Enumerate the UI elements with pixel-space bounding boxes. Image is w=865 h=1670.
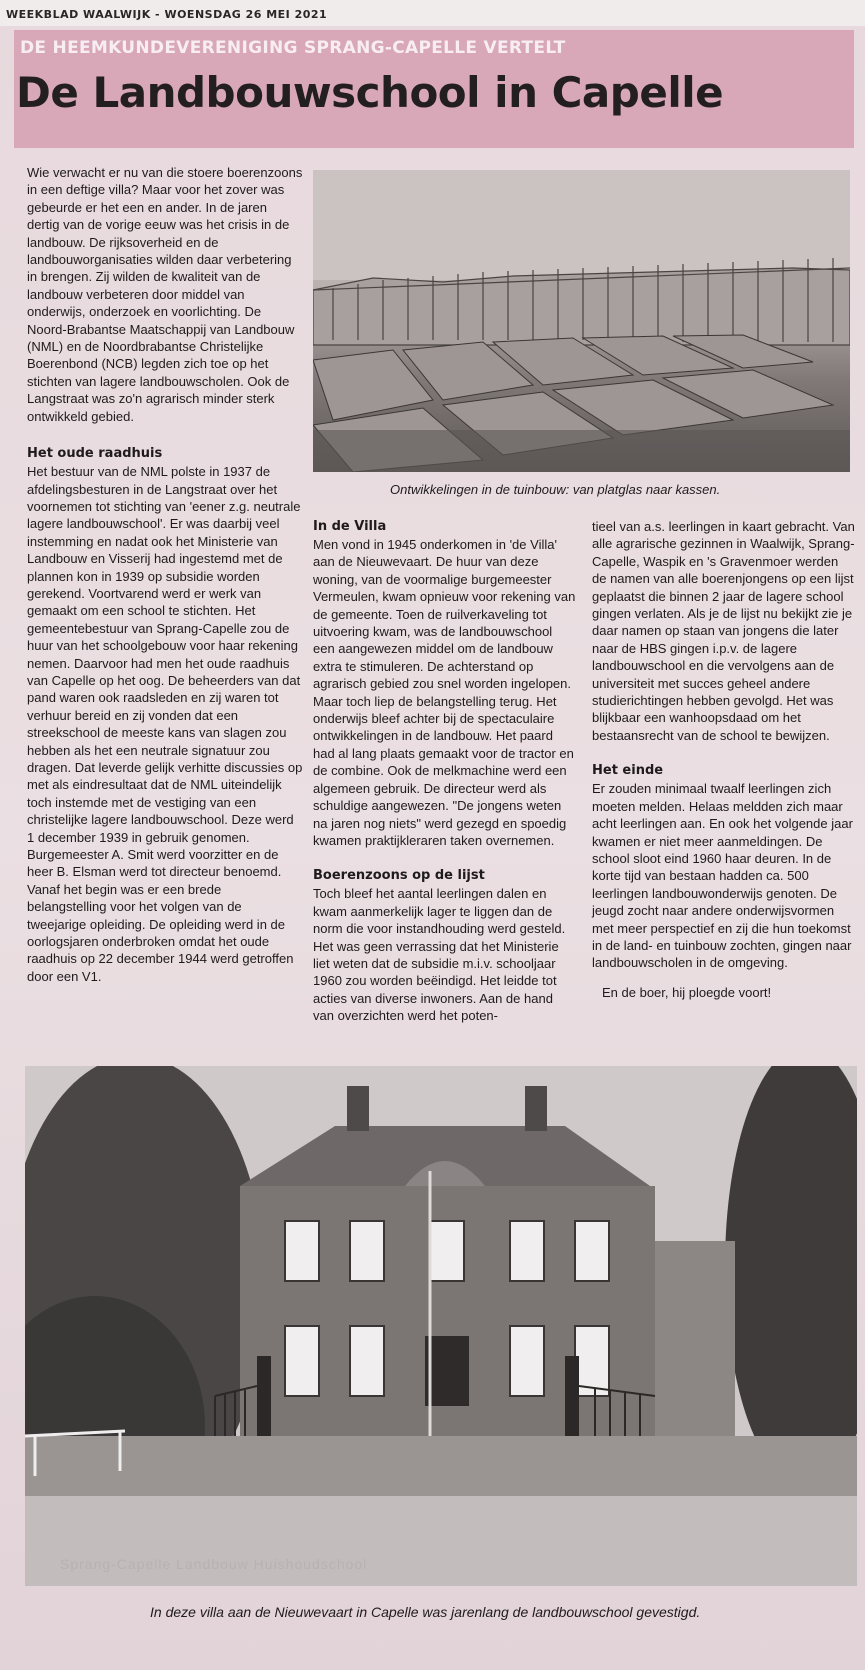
villa-photo: [25, 1066, 857, 1586]
headline: De Landbouwschool in Capelle: [16, 68, 724, 117]
einde-paragraph: Er zouden minimaal twaalf leerlingen zich moeten melden. Helaas meldden zich maar acht leerlingen aan. En ook het volgende jaar kwamen er niet meer aanmeldingen. De school sloot eind 1960 haar deuren. In de korte tijd van bestaan hadden ca. 500 leerlingen landbouwonderwijs genoten. De jeugd zocht naar andere onderwijsvormen met meer perspectief en zij die hun toekomst in de land- en tuinbouw zochten, gingen naar landbouwscholen in de omgeving.: [592, 781, 853, 971]
section-heading-boerenzoons: Boerenzoons op de lijst: [313, 868, 485, 884]
column-1: [27, 164, 303, 985]
photo2-watermark: Sprang-Capelle Landbouw Huishoudschool: [60, 1556, 368, 1572]
potentieel-paragraph: tieel van a.s. leerlingen in kaart gebracht. Van alle agrarische gezinnen in Waalwijk, Sprang-Capelle, Waspik en 's Gravenmoer werden de namen van alle boerenjongens op een lijst geplaatst die binnen 2 jaar de lagere school gingen verlaten. Als je de lijst nu bekijkt zie je daar namen op staan van jongens die later naar de HBS gingen i.p.v. de lagere landbouwschool en die vervolgens aan de universiteit met succes geheel andere studierichtingen hebben gevolgd. Het was blijkbaar een wanhoopsdaad om het bestaansrecht van de school te bewijzen.: [592, 519, 855, 743]
greenhouse-photo: [313, 170, 850, 472]
section-heading-oude-raadhuis: Het oude raadhuis: [27, 446, 163, 462]
intro-paragraph: Wie verwacht er nu van die stoere boerenzoons in een deftige villa? Maar voor het zover was gebeurde er het een en ander. In de jaren dertig van de vorige eeuw was het crisis in de landbouw. De rijksoverheid en de landbouworganisaties wilden daar verbetering in brengen. Zij wilden de kwaliteit van de landbouw verbeteren door middel van onderwijs, onderzoek en voorlichting. De Noord-Brabantse Maatschappij van Landbouw (NML) en de Noordbrabantse Christelijke Boerenbond (NCB) legden zich toe op het stichten van lagere landbouwscholen. Ook de Langstraat was zo'n agrarisch minder sterk ontwikkeld gebied.: [27, 165, 303, 424]
oude-raadhuis-paragraph: Het bestuur van de NML polste in 1937 de afdelingsbesturen in de Langstraat over het voornemen tot stichting van 'eener z.g. neutrale lagere landbouwschool'. Er was daarbij veel instemming en nadat ook het Ministerie van Landbouw en Visserij had ingestemd met de plannen kon in 1939 op subsidie worden gerekend. Voortvarend werd er werk van gemaakt om een school te stichten. Het gemeentebestuur van Sprang-Capelle zou de huur van het schoolgebouw voor haar rekening nemen. Daarvoor had men het oude raadhuis van Capelle op het oog. De beheerders van dat pand waren ook raadsleden en zij waren tot verhuur bereid en zij vonden dat een streekschool de meeste kans van slagen zou hebben als het een neutrale signatuur zou dragen. Dat leverde gelijk verhitte discussies op met als eindresultaat dat de NML uiteindelijk toch instemde met de vestiging van een christelijke lagere landbouwschool. Deze werd 1 december 1939 in gebruik genomen. Burgemeester A. Smit werd voorzitter en de heer B. Elsman werd tot directeur benoemd. Vanaf het begin was er een brede belangstelling voor het volgen van de tweejarige opleiding. De opleiding werd in de oorlogsjaren onderbroken omdat het oude raadhuis op 22 december 1944 werd getroffen door een V1.: [27, 464, 303, 984]
column-3: [592, 518, 856, 1001]
kicker: DE HEEMKUNDEVERENIGING SPRANG-CAPELLE VERTELT: [20, 38, 566, 58]
column-2: [313, 518, 577, 1025]
signoff: En de boer, hij ploegde voort!: [602, 984, 772, 1000]
photo1-caption: Ontwikkelingen in de tuinbouw: van platglas naar kassen.: [390, 482, 721, 497]
boerenzoons-paragraph: Toch bleef het aantal leerlingen dalen en kwam aanmerkelijk lager te liggen dan de norm die voor instandhouding werd gesteld. Het was geen verrassing dat het Ministerie liet weten dat de subsidie m.i.v. schooljaar 1960 zou worden beëindigd. Het leidde tot acties van diverse inwoners. Aan de hand van overzichten werd het poten-: [313, 886, 566, 1024]
section-heading-villa: In de Villa: [313, 519, 387, 534]
photo2-caption: In deze villa aan de Nieuwevaart in Capelle was jarenlang de landbouwschool gevestigd.: [150, 1604, 701, 1620]
section-heading-einde: Het einde: [592, 763, 664, 779]
masthead: WEEKBLAD WAALWIJK - WOENSDAG 26 MEI 2021: [0, 0, 865, 26]
villa-paragraph: Men vond in 1945 onderkomen in 'de Villa' aan de Nieuwevaart. De huur van deze woning, van de voormalige burgemeester Vermeulen, kwam opnieuw voor rekening van de gemeente. Toen de ruilverkaveling tot uitvoering kwam, was de landbouwschool een aangewezen middel om de landbouw extra te stimuleren. De achterstand op agrarisch gebied zou snel worden ingelopen. Maar toch liep de belangstelling terug. Het onderwijs bleef achter bij de spectaculaire ontwikkelingen in de landbouw. Het paard had al lang plaats gemaakt voor de tractor en de combine. Ook de melkmachine werd een algemeen gebruik. De directeur werd als schuldige aangewezen. "De jongens weten na jaren nog niets" werd gezegd en spoedig kwamen praktijkleraren taken overnemen.: [313, 537, 576, 848]
